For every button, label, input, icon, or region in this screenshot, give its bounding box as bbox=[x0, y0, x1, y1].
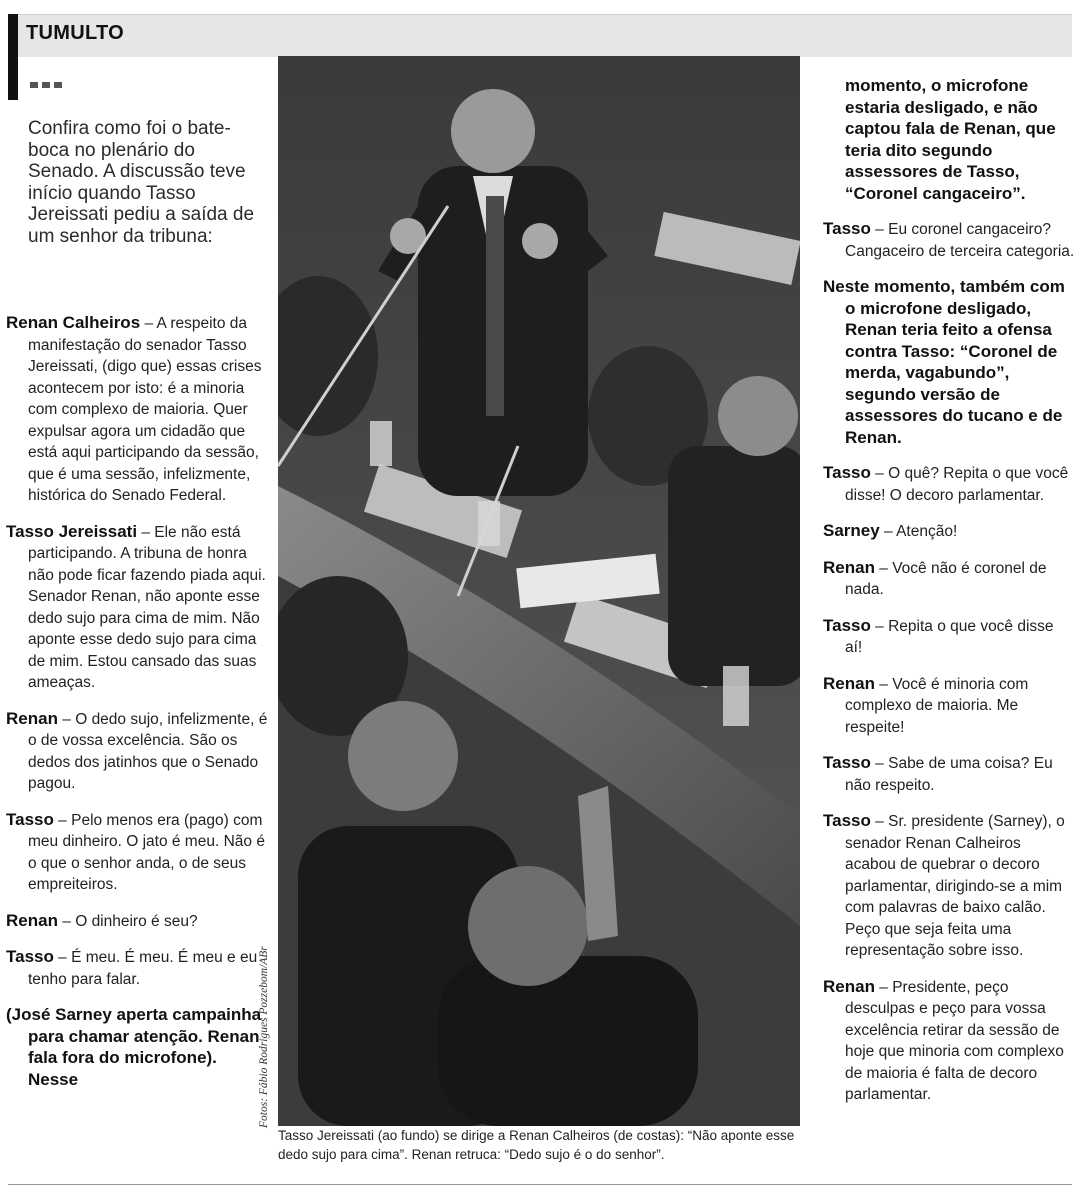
dialogue-entry bbox=[823, 520, 1075, 543]
dialogue-entry bbox=[6, 910, 268, 933]
left-column bbox=[6, 312, 268, 1104]
speaker-name: Tasso bbox=[823, 753, 871, 772]
dialogue-entry bbox=[6, 809, 268, 896]
dialogue-text: – Repita o que você disse aí! bbox=[845, 617, 1054, 656]
speaker-name: Sarney bbox=[823, 521, 880, 540]
dialogue-text: – O dinheiro é seu? bbox=[57, 912, 198, 930]
dialogue-entry bbox=[823, 462, 1075, 506]
narration-bold-continued: momento, o microfone estaria desligado, e não captou fala de Renan, que teria dito segundo assessores de Tasso, “Coronel cangaceiro”. bbox=[845, 76, 1056, 203]
dialogue-text: – Ele não está participando. A tribuna de honra não pode ficar fazendo piada aqui. Senador Renan, não aponte esse dedo sujo para cima de mim. Não aponte esse dedo sujo para cima de mim. Estou cansado das suas ameaças. bbox=[28, 523, 266, 691]
dialogue-text: – É meu. É meu. É meu e eu tenho para falar. bbox=[28, 949, 258, 988]
dialogue-entry bbox=[823, 810, 1075, 962]
dialogue-entry bbox=[823, 752, 1075, 796]
dialogue-entry bbox=[823, 557, 1075, 601]
plenary-photo bbox=[278, 56, 800, 1126]
section-header-bar bbox=[8, 14, 1072, 57]
speaker-name: Tasso bbox=[823, 615, 871, 635]
dialogue-text: – Sr. presidente (Sarney), o senador Renan Calheiros acabou de quebrar o decoro parlamentar, dirigindo-se a mim com palavras de baixo calão. Peço que seja feita uma representação sobre isso. bbox=[845, 813, 1065, 959]
narration-bold: (José Sarney aperta campainha para chamar atenção. Renan fala fora do microfone). Nesse bbox=[6, 1005, 262, 1089]
speaker-name: Renan bbox=[823, 557, 875, 577]
speaker-name: Renan bbox=[823, 673, 875, 693]
speaker-name: Renan bbox=[6, 910, 58, 930]
speaker-name: Tasso Jereissati bbox=[6, 521, 138, 541]
dialogue-text: – Você é minoria com complexo de maioria. Me respeite! bbox=[845, 675, 1029, 736]
speaker-name: Tasso bbox=[6, 947, 54, 966]
dialogue-text: – Pelo menos era (pago) com meu dinheiro. O jato é meu. Não é o que o senhor anda, o de seus empreiteiros. bbox=[28, 811, 265, 893]
speaker-name: Renan Calheiros bbox=[6, 313, 141, 332]
dialogue-entry bbox=[823, 976, 1075, 1106]
speaker-name: Tasso bbox=[823, 463, 871, 482]
dialogue-entry bbox=[6, 312, 268, 507]
dialogue-text: – O dedo sujo, infelizmente, é o de vossa excelência. São os dedos dos jatinhos que o Senado pagou. bbox=[28, 710, 268, 792]
intro-text: Confira como foi o bate-boca no plenário do Senado. A discussão teve início quando Tasso Jereissati pediu a saída de um senhor da tribuna: bbox=[28, 118, 255, 247]
dialogue-text: – Você não é coronel de nada. bbox=[845, 559, 1047, 598]
dialogue-entry bbox=[6, 708, 268, 795]
photo-caption: Tasso Jereissati (ao fundo) se dirige a Renan Calheiros (de costas): “Não aponte esse dedo sujo para cima”. Renan retruca: “Dedo sujo é o do senhor”. bbox=[278, 1128, 795, 1162]
section-title: TUMULTO bbox=[26, 22, 125, 44]
dialogue-entry bbox=[6, 521, 268, 694]
speaker-name: Renan bbox=[6, 708, 58, 728]
photo-illustration bbox=[278, 56, 800, 1126]
narration-bold: Neste momento, também com o microfone desligado, Renan teria feito a ofensa contra Tasso: “Coronel de merda, vagabundo”, segundo versão de assessores do tucano e de Renan. bbox=[823, 277, 1065, 447]
footer-rule bbox=[8, 1184, 1072, 1185]
dialogue-text: – A respeito da manifestação do senador Tasso Jereissati, (digo que) essas crises acontecem por isto: é a minoria com complexo de maioria. Quer expulsar agora um cidadão que está aqui participando da sessão, que é uma sessão, infelizmente, histórica do Senado Federal. bbox=[28, 315, 262, 504]
dialogue-entry bbox=[6, 946, 268, 990]
speaker-name: Tasso bbox=[823, 811, 871, 830]
dialogue-entry bbox=[823, 673, 1075, 739]
dialogue-entry bbox=[823, 615, 1075, 659]
dialogue-text: – O quê? Repita o que você disse! O decoro parlamentar. bbox=[845, 465, 1069, 504]
dialogue-text: – Atenção! bbox=[879, 523, 958, 540]
speaker-name: Tasso bbox=[823, 219, 871, 238]
photo-credit: Fotos: Fábio Rodrigues Pozzebom/ABr bbox=[258, 946, 270, 1128]
dialogue-text: – Sabe de uma coisa? Eu não respeito. bbox=[845, 755, 1053, 794]
decorative-dots bbox=[30, 82, 62, 88]
header-accent-bar bbox=[8, 14, 18, 100]
speaker-name: Tasso bbox=[6, 809, 54, 829]
right-column bbox=[823, 75, 1075, 1120]
speaker-name: Renan bbox=[823, 976, 875, 996]
dialogue-text: – Eu coronel cangaceiro? Cangaceiro de terceira categoria. bbox=[845, 221, 1075, 260]
dialogue-text: – Presidente, peço desculpas e peço para vossa excelência retirar da sessão de hoje que minoria com complexo de maioria é falta de decoro parlamentar. bbox=[845, 978, 1064, 1103]
dialogue-entry bbox=[823, 218, 1075, 262]
